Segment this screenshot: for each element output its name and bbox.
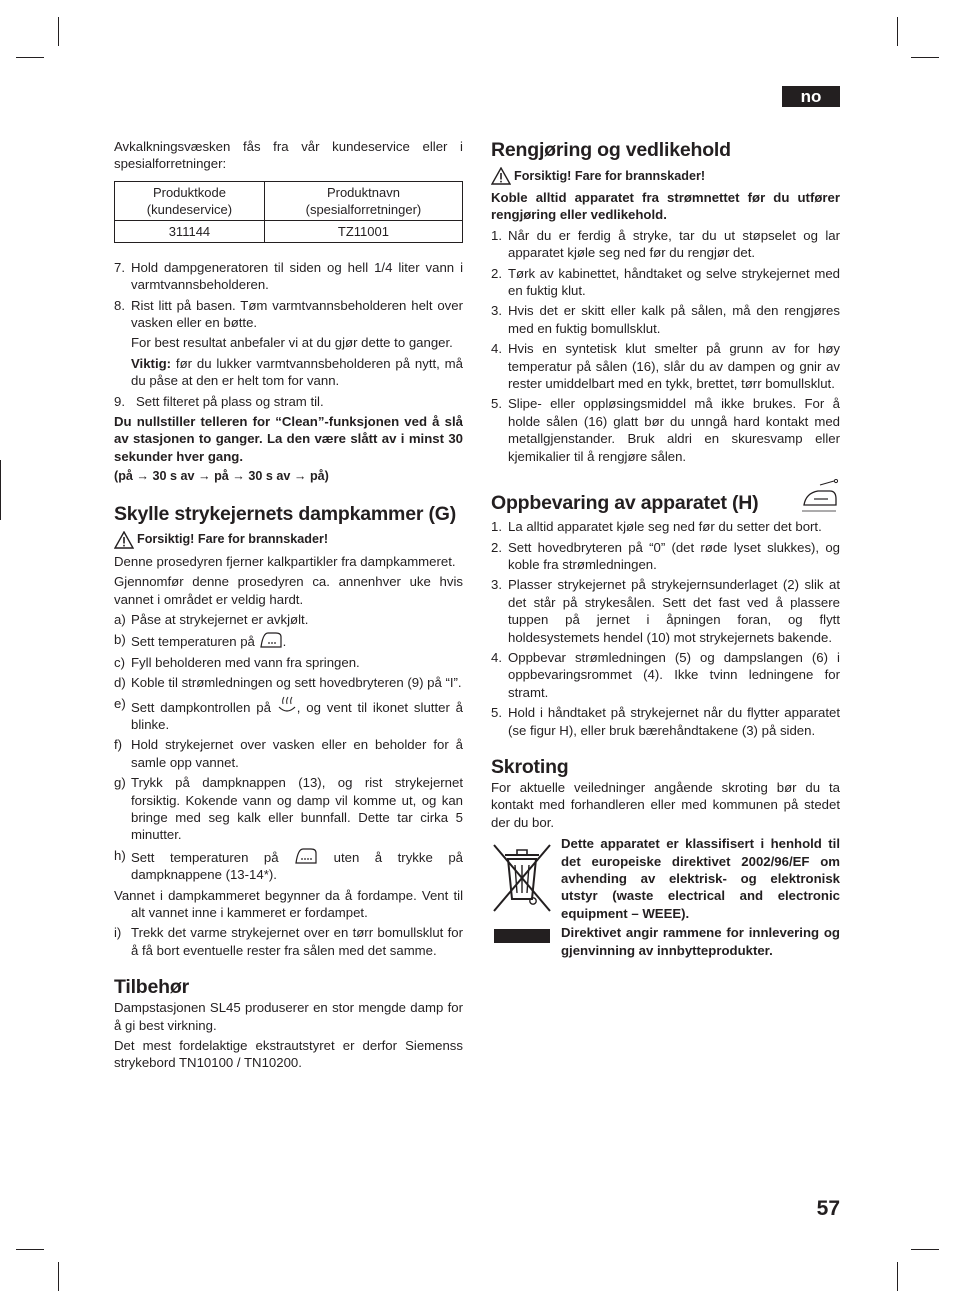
table-header-row: [115, 181, 463, 220]
crop-mark: [58, 1262, 59, 1291]
section-title-storage: Oppbevaring av apparatet (H): [491, 492, 759, 515]
burn-warning: Forsiktig! Fare for brannskader!: [491, 167, 840, 185]
accessories-p1: Dampstasjonen SL45 produserer en stor mengde damp for å gi best virkning.: [114, 1000, 463, 1033]
accessories-p2: Det mest fordelaktige ekstrautstyret er derfor Siemenss strykebord TN10100 / TN10200.: [114, 1038, 463, 1071]
list-item: 8. Rist litt på basen. Tøm varmtvannsbeholderen helt over vasken eller en bøtte.: [114, 297, 463, 331]
list-item: a) Påse at strykejernet er avkjølt.: [114, 611, 309, 627]
rinse-steps-final: [114, 924, 463, 959]
crop-mark: [58, 17, 59, 46]
list-item: 3. Plasser strykejernet på strykejernsunderlaget (2) slik at det står på strykesålen. Sett det fast ved å plassere tuppen på jernet i åpningen foran, og flytt holdesystemets hendel (10) mot strykejernets bakende.: [491, 577, 840, 645]
list-item: d) Koble til strømledningen og sett hovedbryteren (9) på “I”.: [114, 675, 462, 691]
descale-steps-cont: [114, 393, 463, 410]
left-column: [114, 138, 463, 1075]
table-header-cell: Produktnavn (spesialforretninger): [264, 181, 462, 220]
warning-triangle-icon: [114, 531, 134, 549]
crop-mark: [16, 1249, 44, 1250]
product-code-table: [114, 181, 463, 243]
crossed-bin-icon: [491, 835, 553, 943]
weee-block: [491, 835, 840, 961]
right-column: [491, 138, 840, 961]
list-item: i) Trekk det varme strykejernet over en tørr bomullsklut for å få bort eventuelle rester fra sålen med det samme.: [114, 925, 463, 958]
crop-mark: [16, 57, 44, 58]
crop-mark: [911, 1249, 939, 1250]
rinse-p1: Denne prosedyren fjerner kalkpartikler fra dampkammeret.: [114, 553, 456, 569]
language-badge: no: [782, 86, 840, 107]
list-item: 4. Oppbevar strømledningen (5) og dampslangen (6) i oppbevaringsrommet (4). Ikke tvinn ledningene for stramt.: [491, 649, 840, 700]
descale-steps: [114, 259, 463, 332]
disposal-p1: For aktuelle veiledninger angående skroting bør du ta kontakt med forhandleren eller med kommunen på stedet der du bor.: [491, 779, 840, 830]
section-title-rinse: Skylle strykejernets dampkammer (G): [114, 502, 457, 525]
table-header-cell: Produktkode (kundeservice): [115, 181, 265, 220]
iron-temperature-icon: [294, 847, 318, 865]
warning-triangle-icon: [491, 167, 511, 185]
descaler-intro: Avkalkningsvæsken fås fra vår kundeservice eller i spesialforretninger:: [114, 139, 463, 172]
list-item: 2. Sett hovedbryteren på “0” (det røde lyset slukkes), og koble fra strømledningen.: [491, 539, 840, 572]
table-cell: TZ11001: [264, 220, 462, 242]
list-item: e) Sett dampkontrollen på , og vent til ikonet slutter å blinke.: [114, 695, 463, 732]
steam-control-icon: [277, 695, 297, 715]
list-item: 7. Hold dampgeneratoren til siden og hell 1/4 liter vann i varmtvannsbeholderen.: [114, 259, 463, 293]
list-item: 1. Når du er ferdig å stryke, tar du ut støpselet og lar apparatet kjøle seg ned før du rengjør det.: [491, 227, 840, 261]
weee-icon-wrap: [491, 835, 561, 947]
section-title-disposal: Skroting: [491, 755, 569, 778]
list-item: b) Sett temperaturen på .: [114, 632, 287, 650]
unplug-note: Koble alltid apparatet fra strømnettet før du utfører rengjøring eller vedlikehold.: [491, 190, 840, 223]
burn-warning: Forsiktig! Fare for brannskader!: [114, 531, 463, 549]
list-item: 2. Tørk av kabinettet, håndtaket og selve strykejernet med en fuktig klut.: [491, 265, 840, 299]
vapor-note: Vannet i dampkammeret begynner da å fordampe. Vent til alt vannet inne i kammeret er fordampet.: [114, 887, 463, 920]
list-item: c) Fyll beholderen med vann fra springen.: [114, 654, 360, 670]
cleaning-steps: [491, 227, 840, 465]
rinse-steps: [114, 611, 463, 884]
section-title-accessories: Tilbehør: [114, 976, 189, 999]
storage-header: [491, 479, 840, 515]
iron-storage-icon: [798, 479, 840, 515]
table-row: [115, 220, 463, 242]
crop-mark: [897, 1262, 898, 1291]
table-cell: 311144: [115, 220, 265, 242]
rinse-p2: Gjennomfør denne prosedyren ca. annenhver uke hvis vannet i området er veldig hardt.: [114, 574, 463, 607]
weee-text: [561, 835, 840, 961]
crop-mark: [911, 57, 939, 58]
step8-extra: For best resultat anbefaler vi at du gjør dette to ganger.: [131, 335, 453, 351]
list-item: 5. Slipe- eller oppløsingsmiddel må ikke brukes. For å holde sålen (16) glatt bør du unngå hard kontakt med metallgjenstander. Bruk aldri en skuresvamp eller kjemikalier til å rengjøre sålen.: [491, 396, 840, 464]
reset-instructions: Du nullstiller telleren for “Clean”-funksjonen ved å slå av stasjonen to ganger. La den være slått av i minst 30 sekunder hver gang.: [114, 414, 463, 464]
list-item: f) Hold strykejernet over vasken eller en beholder for å samle opp vannet.: [114, 737, 463, 770]
section-title-cleaning: Rengjøring og vedlikehold: [491, 139, 731, 161]
page-number: 57: [816, 1197, 840, 1220]
crop-mark: [0, 460, 1, 520]
list-item: 5. Hold i håndtaket på strykejernet når du flytter apparatet (se figur H), eller bruk bærehåndtakene (3) på siden.: [491, 705, 840, 738]
weee-p1: Dette apparatet er klassifisert i henhold til det europeiske direktivet 2002/96/EF om avhending av elektrisk- og elektronisk utstyr (waste electrical and electronic equipment – WEEE).: [561, 836, 840, 921]
weee-p2: Direktivet angir rammene for innlevering og gjenvinning av innbytteprodukter.: [561, 925, 840, 958]
list-item: g) Trykk på dampknappen (13), og rist strykejernet forsiktig. Kokende vann og damp vil komme ut, og kan bringe med seg kalk eller bunnfall. Dette tar cirka 5 minutter.: [114, 775, 463, 843]
reset-sequence: (på → 30 s av → på → 30 s av → på): [114, 469, 329, 484]
storage-steps: [491, 518, 840, 739]
iron-temperature-icon: [259, 631, 283, 649]
list-item: 9. Sett filteret på plass og stram til.: [114, 393, 324, 409]
important-note: Viktig: før du lukker varmtvannsbeholderen på nytt, må du påse at den er helt tom for vann.: [131, 355, 463, 389]
list-item: 3. Hvis det er skitt eller kalk på sålen, må den rengjøres med en fuktig bomullsklut.: [491, 303, 840, 336]
list-item: 4. Hvis en syntetisk klut smelter på grunn av for høy temperatur på sålen (16), slår du av dampen og gnir av rester umiddelbart med en tykk, brettet, tørr bomullsklut.: [491, 341, 840, 392]
crop-mark: [897, 17, 898, 46]
list-item: 1. La alltid apparatet kjøle seg ned før du setter det bort.: [491, 519, 822, 535]
list-item: h) Sett temperaturen på uten å trykke på dampknappene (13-14*).: [114, 847, 463, 883]
